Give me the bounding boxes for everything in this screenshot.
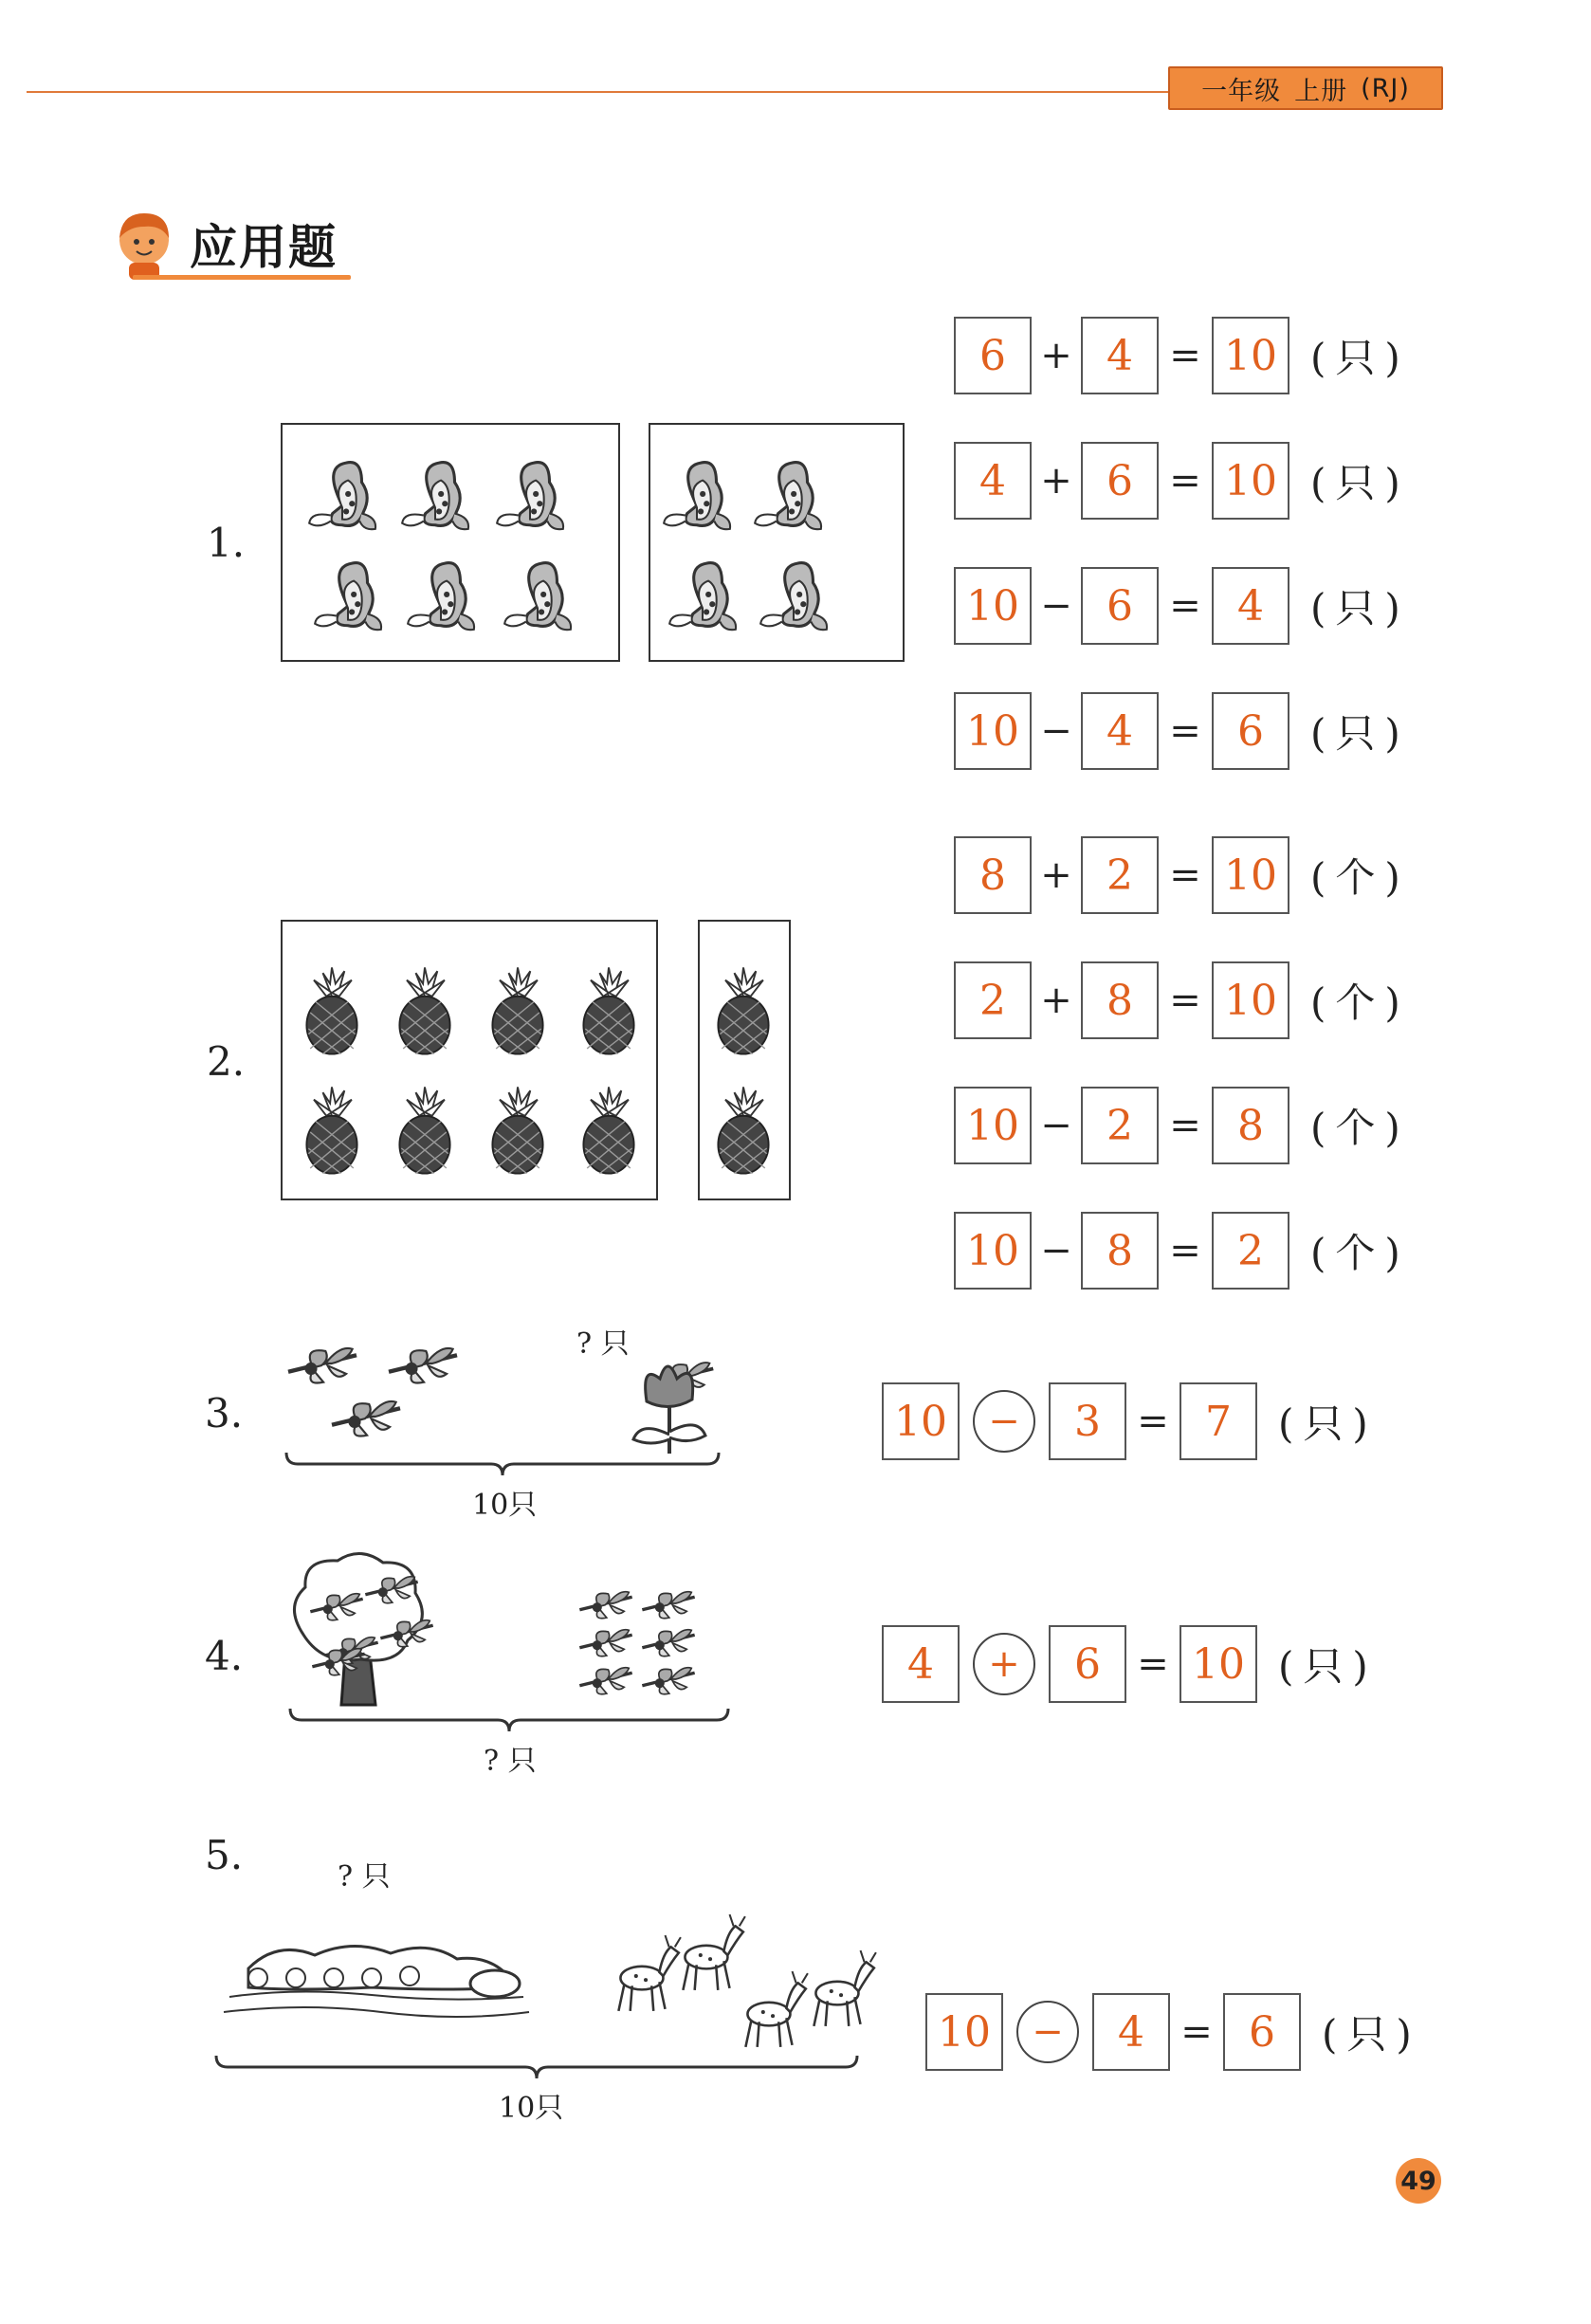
equals-sign: = [1169,709,1201,753]
answer-box-b: 4 [1092,1993,1170,2071]
answer-box-a: 2 [954,961,1032,1039]
q4-total-label: ? 只 [484,1745,537,1778]
question-number-4: 4. [205,1633,244,1679]
deer-icon [798,1948,880,2031]
operator-sign: + [1040,853,1072,897]
butterfly-icon [402,558,480,635]
operator-sign: + [1040,334,1072,377]
operator-circle: + [973,1633,1035,1695]
question-number-5: 5. [205,1832,244,1878]
q1-equation-row [954,565,1410,647]
answer-box-a: 10 [954,567,1032,645]
dragonfly-icon [377,1614,436,1650]
answer-box-result: 2 [1212,1212,1289,1290]
answer-box-result: 7 [1180,1382,1257,1460]
q2-equation-row [954,1085,1410,1166]
dragonfly-icon [639,1623,698,1659]
butterfly-icon [491,457,569,535]
equals-sign: = [1169,584,1201,628]
butterfly-icon [658,457,736,535]
butterfly-icon [749,457,827,535]
q3-equation [882,1381,1378,1462]
question-number-1: 1. [207,520,246,566]
equals-sign: = [1137,1642,1169,1686]
unit-label: (个) [1310,1105,1410,1151]
equals-sign: = [1180,2010,1213,2054]
unit-label: (只) [1310,335,1410,381]
answer-box-b: 8 [1081,1212,1159,1290]
operator-sign: − [1040,709,1072,753]
answer-box-result: 10 [1212,836,1289,914]
answer-box-b: 8 [1081,961,1159,1039]
pineapple-icon [389,1077,461,1183]
q5-total-label: 10只 [499,2092,564,2125]
answer-box-a: 8 [954,836,1032,914]
unit-label: (只) [1278,1643,1378,1690]
q1-equation-row [954,440,1410,522]
butterfly-icon [755,558,832,635]
answer-box-a: 6 [954,317,1032,394]
answer-box-result: 4 [1212,567,1289,645]
flower-icon [613,1345,726,1456]
pineapple-icon [707,958,779,1064]
answer-box-result: 6 [1212,692,1289,770]
pineapple-icon [482,958,554,1064]
answer-box-a: 4 [882,1625,960,1703]
butterfly-icon [664,558,741,635]
equals-sign: = [1169,979,1201,1022]
unit-label: (个) [1310,854,1410,901]
dragonfly-icon [639,1661,698,1697]
pineapple-icon [389,958,461,1064]
equals-sign: = [1169,1229,1201,1272]
dragonfly-icon [283,1341,362,1386]
operator-circle: − [973,1390,1035,1453]
pineapple-icon [296,958,368,1064]
unit-label: (只) [1310,460,1410,506]
unit-label: (个) [1310,1230,1410,1276]
dragonfly-icon [576,1623,635,1659]
equals-sign: = [1169,459,1201,503]
answer-box-result: 10 [1180,1625,1257,1703]
operator-sign: + [1040,979,1072,1022]
dragonfly-icon [362,1570,421,1606]
pineapple-icon [296,1077,368,1183]
unit-label: (个) [1310,979,1410,1026]
q3-unknown-label: ? 只 [576,1327,630,1361]
dragonfly-icon [307,1587,366,1623]
child-mascot-icon [106,206,182,282]
q5-brace [214,2054,859,2082]
q1-equation-row [954,690,1410,772]
title-underline [133,275,351,280]
equals-sign: = [1169,853,1201,897]
dragonfly-icon [383,1341,463,1386]
question-number-2: 2. [207,1038,246,1085]
q2-equation-row [954,1210,1410,1291]
equals-sign: = [1137,1400,1169,1443]
butterfly-icon [499,558,576,635]
dragonfly-icon [309,1642,368,1678]
answer-box-b: 4 [1081,692,1159,770]
operator-sign: − [1040,1104,1072,1147]
q4-brace [288,1707,730,1735]
answer-box-a: 10 [925,1993,1003,2071]
edition-label: (RJ) [1361,73,1410,103]
q2-equation-row [954,960,1410,1041]
q3-total-label: 10只 [472,1489,538,1522]
operator-circle: − [1016,2001,1079,2063]
answer-box-b: 6 [1081,567,1159,645]
unit-label: (只) [1278,1400,1378,1447]
answer-box-b: 2 [1081,836,1159,914]
butterfly-icon [309,558,387,635]
operator-sign: − [1040,584,1072,628]
unit-label: (只) [1310,710,1410,757]
section-title: 应用题 [190,220,338,275]
pineapple-icon [573,1077,645,1183]
deer-drinking-group-icon [220,1921,533,2025]
answer-box-a: 4 [954,442,1032,520]
pineapple-icon [573,958,645,1064]
pineapple-icon [707,1077,779,1183]
unit-label: (只) [1322,2011,1421,2058]
dragonfly-icon [576,1661,635,1697]
answer-box-result: 6 [1223,1993,1301,2071]
answer-box-a: 10 [954,692,1032,770]
equals-sign: = [1169,334,1201,377]
pineapple-icon [482,1077,554,1183]
equals-sign: = [1169,1104,1201,1147]
answer-box-result: 8 [1212,1087,1289,1164]
answer-box-a: 10 [954,1087,1032,1164]
q2-equation-row [954,834,1410,916]
answer-box-result: 10 [1212,961,1289,1039]
grade-label: 一年级 [1201,76,1282,106]
dragonfly-icon [576,1585,635,1621]
unit-label: (只) [1310,585,1410,631]
operator-sign: − [1040,1229,1072,1272]
answer-box-result: 10 [1212,442,1289,520]
q5-equation [925,1991,1421,2073]
answer-box-b: 6 [1081,442,1159,520]
q1-equation-row [954,315,1410,396]
q3-brace [284,1451,721,1479]
butterfly-icon [303,457,381,535]
dragonfly-icon [639,1585,698,1621]
question-number-3: 3. [205,1390,244,1436]
q4-equation [882,1623,1378,1705]
operator-sign: + [1040,459,1072,503]
answer-box-a: 10 [954,1212,1032,1290]
section-header [106,201,338,286]
answer-box-b: 2 [1081,1087,1159,1164]
q5-unknown-label: ? 只 [338,1860,391,1894]
page-number: 49 [1396,2158,1441,2204]
header-badge [1168,66,1443,110]
header-rule [27,91,1174,93]
answer-box-b: 6 [1049,1625,1126,1703]
answer-box-a: 10 [882,1382,960,1460]
answer-box-b: 3 [1049,1382,1126,1460]
dragonfly-icon [326,1394,406,1439]
answer-box-b: 4 [1081,317,1159,394]
butterfly-icon [396,457,474,535]
volume-label: 上册 [1294,76,1348,106]
answer-box-result: 10 [1212,317,1289,394]
